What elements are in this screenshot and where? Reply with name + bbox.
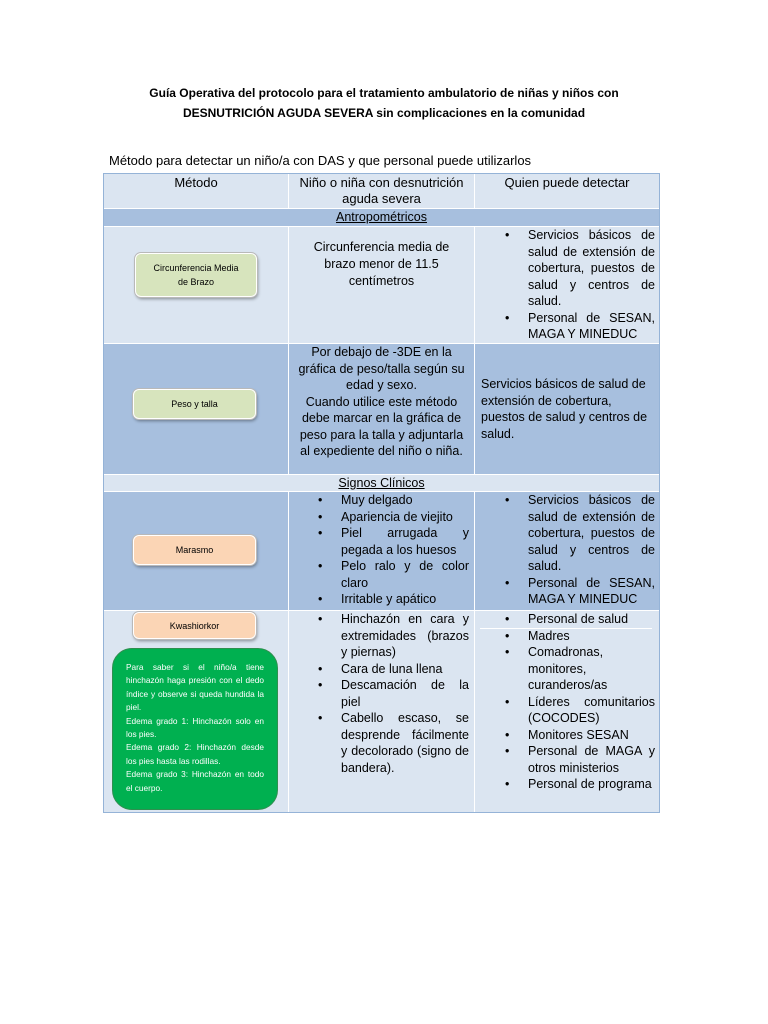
method-box-weight-height: Peso y talla <box>133 389 256 419</box>
group-label: Signos Clínicos <box>338 475 425 490</box>
list-item: • Cara de luna llena <box>341 661 469 678</box>
method-cell <box>104 611 288 812</box>
group-label: Antropométricos <box>335 210 427 224</box>
who-detects-text: Servicios básicos de salud de extensión de cobertura, puestos de salud y centros de salud. <box>481 377 648 441</box>
criteria-cell <box>289 344 474 474</box>
list-item: • Piel arrugada y pegada a los huesos <box>341 525 469 558</box>
list-item: • Personal de programa <box>528 776 655 793</box>
list-item: • Personal de SESAN, MAGA Y MINEDUC <box>528 575 655 608</box>
list-item: • Líderes comunitarios (COCODES) <box>528 694 655 727</box>
signs-cell <box>289 492 474 610</box>
method-cell <box>104 344 288 474</box>
edema-grade-3: Edema grado 3: Hinchazón en todo el cuerpo. <box>126 769 264 793</box>
who-detects-list <box>475 227 659 343</box>
who-detects-cell <box>475 344 659 474</box>
list-item: • Servicios básicos de salud de extensión de cobertura, puestos de salud y centros de salud. <box>528 227 655 310</box>
document-title <box>0 83 768 123</box>
method-box-arm-circumference: Circunferencia Media de Brazo <box>135 253 257 297</box>
who-detects-list <box>475 611 659 793</box>
list-item: • Muy delgado <box>341 492 469 509</box>
title-line-2: DESNUTRICIÓN AGUDA SEVERA sin complicaciones en la comunidad <box>182 106 586 120</box>
list-item: • Apariencia de viejito <box>341 509 469 526</box>
list-item: • Hinchazón en cara y extremidades (brazos y piernas) <box>341 611 469 661</box>
method-cell <box>104 492 288 610</box>
signs-list <box>289 611 474 776</box>
signs-list <box>289 492 474 608</box>
list-item: • Personal de MAGA y otros ministerios <box>528 743 655 776</box>
list-item: • Personal de salud <box>528 611 655 628</box>
who-detects-list <box>475 492 659 608</box>
who-detects-cell <box>475 492 659 610</box>
edema-note-paragraph: Para saber si el niño/a tiene hinchazón haga presión con el dedo índice y observe si queda hundida la piel. <box>126 662 264 713</box>
detection-methods-table <box>103 173 660 813</box>
list-item: • Madres <box>528 628 655 645</box>
edema-grade-2: Edema grado 2: Hinchazón desde los pies hasta las rodillas. <box>126 742 264 766</box>
section-heading: Método para detectar un niño/a con DAS y que personal puede utilizarlos <box>109 153 532 168</box>
list-item: • Cabello escaso, se desprende fácilmente y decolorado (signo de bandera). <box>341 710 469 776</box>
who-detects-cell <box>475 227 659 343</box>
criteria-paragraph: Por debajo de -3DE en la gráfica de peso/talla según su edad y sexo. <box>298 345 465 392</box>
list-item: • Descamación de la piel <box>341 677 469 710</box>
edema-grade-1: Edema grado 1: Hinchazón solo en los pies. <box>126 715 264 740</box>
signs-cell <box>289 611 474 812</box>
criteria-cell: Circunferencia media de brazo menor de 11.5 centímetros <box>289 227 474 343</box>
list-item: • Comadronas, monitores, curanderos/as <box>528 644 655 694</box>
method-cell <box>104 227 288 343</box>
list-item: • Personal de SESAN, MAGA Y MINEDUC <box>528 310 655 343</box>
column-header-method: Método <box>104 174 288 208</box>
group-row-clinical-signs <box>104 475 659 491</box>
method-box-kwashiorkor: Kwashiorkor <box>133 612 256 639</box>
list-item: • Irritable y apático <box>341 591 469 608</box>
group-row-anthropometric <box>104 209 659 226</box>
list-item: • Pelo ralo y de color claro <box>341 558 469 591</box>
list-item: • Servicios básicos de salud de extensión de cobertura, puestos de salud y centros de salud. <box>528 492 655 575</box>
method-box-marasmus: Marasmo <box>133 535 256 565</box>
column-header-condition: Niño o niña con desnutrición aguda severa <box>289 174 474 208</box>
column-header-who-detects: Quien puede detectar <box>475 174 659 208</box>
criteria-paragraph: Cuando utilice este método debe marcar en la gráfica de peso para la talla y adjuntarla al expediente del niño o niña. <box>299 394 464 458</box>
edema-note-box <box>112 648 278 810</box>
title-line-1: Guía Operativa del protocolo para el tratamiento ambulatorio de niñas y niños con <box>149 86 619 100</box>
who-detects-cell <box>475 611 659 812</box>
list-item: • Monitores SESAN <box>528 727 655 744</box>
